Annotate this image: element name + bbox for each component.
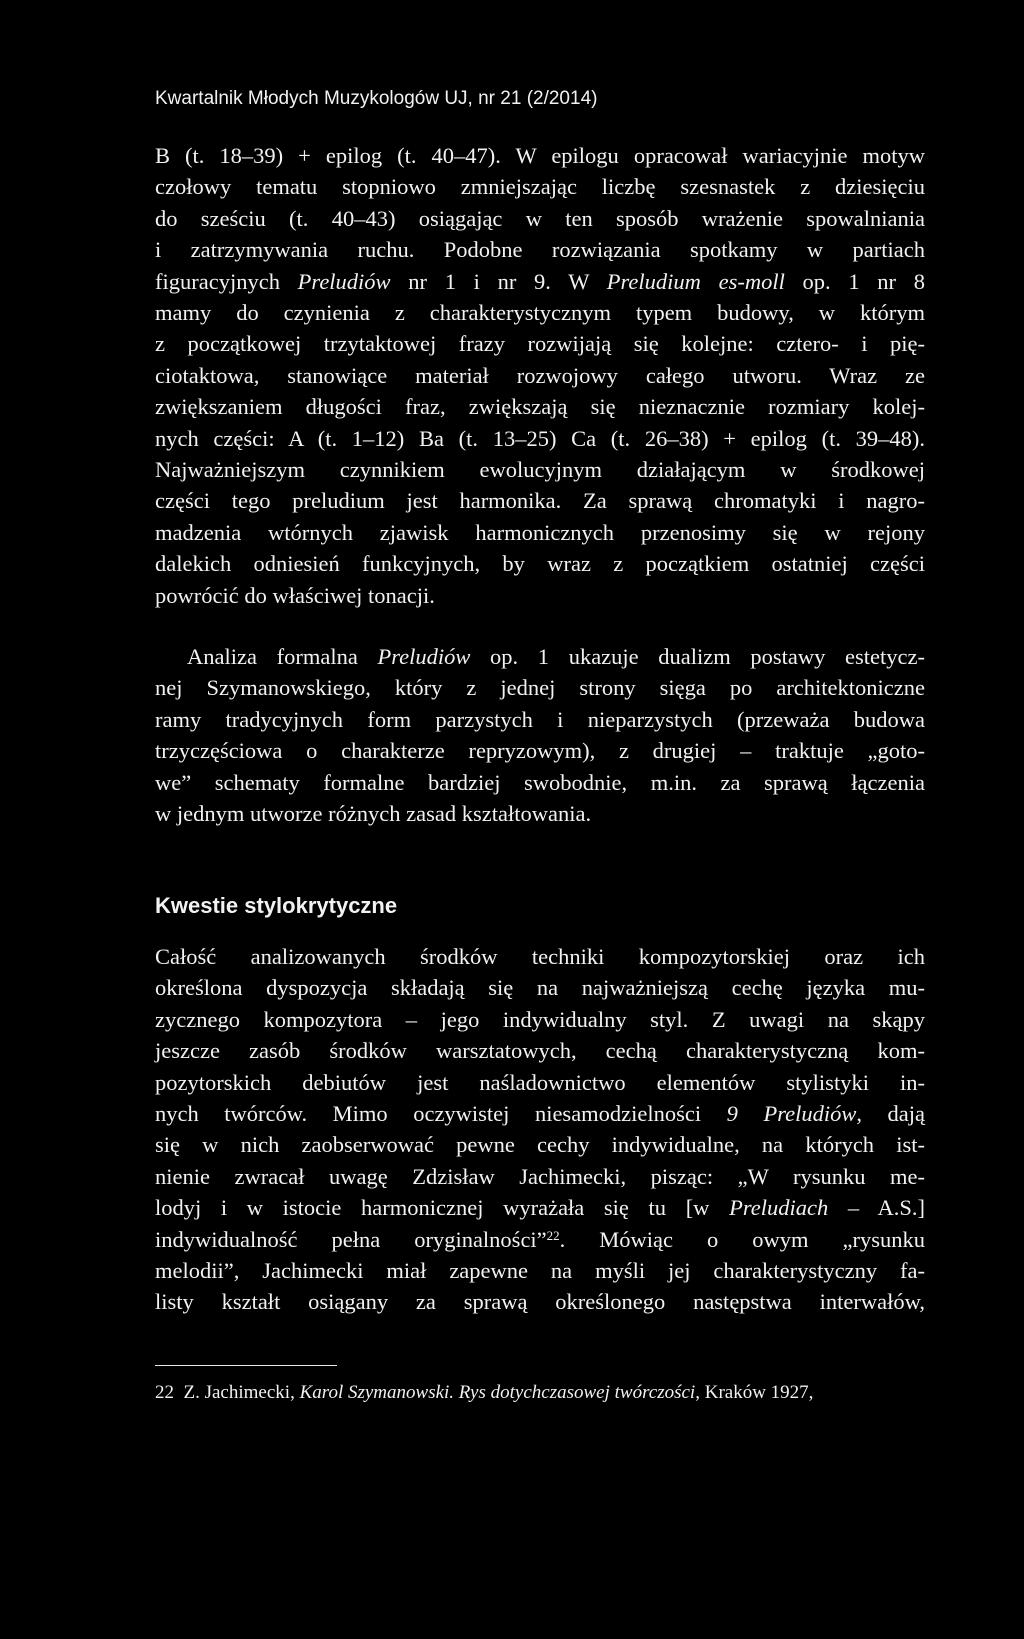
text-line: jeszcze zasób środków warsztatowych, cechą charakterystyczną kom- [155,1038,925,1064]
text-line: powrócić do właściwej tonacji. [155,582,435,608]
text-run: , Kraków 1927, [695,1382,814,1403]
text-line [155,266,925,297]
text-line: nienie zwracał uwagę Zdzisław Jachimecki, pisząc: „W rysunku me- [155,1163,925,1189]
text-line [155,1224,925,1255]
italic-title: 9 Preludiów [726,1101,857,1127]
text-run: lodyj i w istocie harmonicznej wyrażała się tu [w [155,1195,730,1221]
text-line: trzyczęściowa o charakterze repryzowym), z drugiej – traktuje „goto- [155,738,925,764]
text-run: indywidualność pełna oryginalności” [155,1226,547,1252]
italic-title: Preludiach [729,1195,829,1221]
text-run: nr 1 i nr 9. W [390,268,607,294]
text-line [155,641,925,672]
footnote-reference[interactable]: 22 [546,1227,560,1243]
text-line: czołowy tematu stopniowo zmniejszając liczbę szesnastek z dziesięciu [155,174,925,200]
text-line: listy kształt osiągany za sprawą określonego następstwa interwałów, [155,1289,925,1315]
text-run: . Mówiąc o owym „rysunku [559,1226,926,1252]
paragraph-1 [155,140,925,611]
text-run: op. 1 ukazuje dualizm postawy estetycz- [470,644,925,669]
footnote-divider [155,1365,337,1366]
text-line: madzenia wtórnych zjawisk harmonicznych przenosimy się w rejony [155,519,925,545]
text-line: nych części: A (t. 1–12) Ba (t. 13–25) Ca (t. 26–38) + epilog (t. 39–48). [155,425,925,451]
text-line: pozytorskich debiutów jest naśladownictwo elementów stylistyki in- [155,1069,925,1095]
text-line: Najważniejszym czynnikiem ewolucyjnym działającym w środkowej [155,457,925,483]
text-line: zwiększaniem długości fraz, zwiększają się nieznacznie rozmiary kolej- [155,394,925,420]
text-line: B (t. 18–39) + epilog (t. 40–47). W epilogu opracował wariacyjnie motyw [155,143,925,168]
text-run: Z. Jachimecki, [174,1382,300,1403]
text-line: i zatrzymywania ruchu. Podobne rozwiązania spotkamy w partiach [155,237,925,263]
text-line: ramy tradycyjnych form parzystych i nieparzystych (przeważa budowa [155,706,925,732]
text-run: Analiza formalna [187,644,378,669]
text-line: zycznego kompozytora – jego indywidualny styl. Z uwagi na skąpy [155,1006,925,1032]
text-line: w jednym utworze różnych zasad kształtowania. [155,801,592,827]
italic-title: Karol Szymanowski. Rys dotychczasowej twórczości [299,1382,696,1403]
text-line: mamy do czynienia z charakterystycznym typem budowy, w którym [155,300,925,326]
text-line [155,1098,925,1129]
text-line [155,1192,925,1223]
text-line: Całość analizowanych środków techniki kompozytorskiej oraz ich [155,944,925,969]
text-run: figuracyjnych [155,268,298,294]
running-header: Kwartalnik Młodych Muzykologów UJ, nr 21 (2/2014) [155,88,598,109]
paragraph-2 [155,641,925,829]
text-line: nej Szymanowskiego, który z jednej strony sięga po architektoniczne [155,675,925,701]
text-run: – A.S.] [828,1195,926,1221]
text-line: we” schematy formalne bardziej swobodnie, m.in. za sprawą łączenia [155,769,925,795]
text-line: melodii”, Jachimecki miał zapewne na myśli jej charakterystyczny fa- [155,1258,925,1284]
text-run: op. 1 nr 8 [784,268,925,294]
text-line: części tego preludium jest harmonika. Za sprawą chromatyki i nagro- [155,488,925,514]
section-heading: Kwestie stylokrytyczne [155,893,398,918]
text-line: ciotaktowa, stanowiące materiał rozwojowy całego utworu. Wraz ze [155,362,925,388]
text-line: z początkowej trzytaktowej frazy rozwijają się kolejne: cztero- i pię- [155,331,925,357]
text-line: do sześciu (t. 40–43) osiągając w ten sposób wrażenie spowalniania [155,205,925,231]
text-line: się w nich zaobserwować pewne cechy indywidualne, na których ist- [155,1132,925,1158]
text-line: określona dyspozycja składają się na najważniejszą cechę języka mu- [155,975,925,1001]
paragraph-3 [155,941,925,1318]
italic-title: Preludium es-moll [606,268,785,294]
italic-title: Preludiów [297,268,391,294]
text-run: nych twórców. Mimo oczywistej niesamodzielności [155,1101,727,1127]
text-line: dalekich odniesień funkcyjnych, by wraz z początkiem ostatniej części [155,551,925,577]
italic-title: Preludiów [377,644,471,669]
footnote-number: 22 [155,1382,174,1403]
footnote [155,1380,925,1406]
text-run: , dają [856,1101,925,1127]
